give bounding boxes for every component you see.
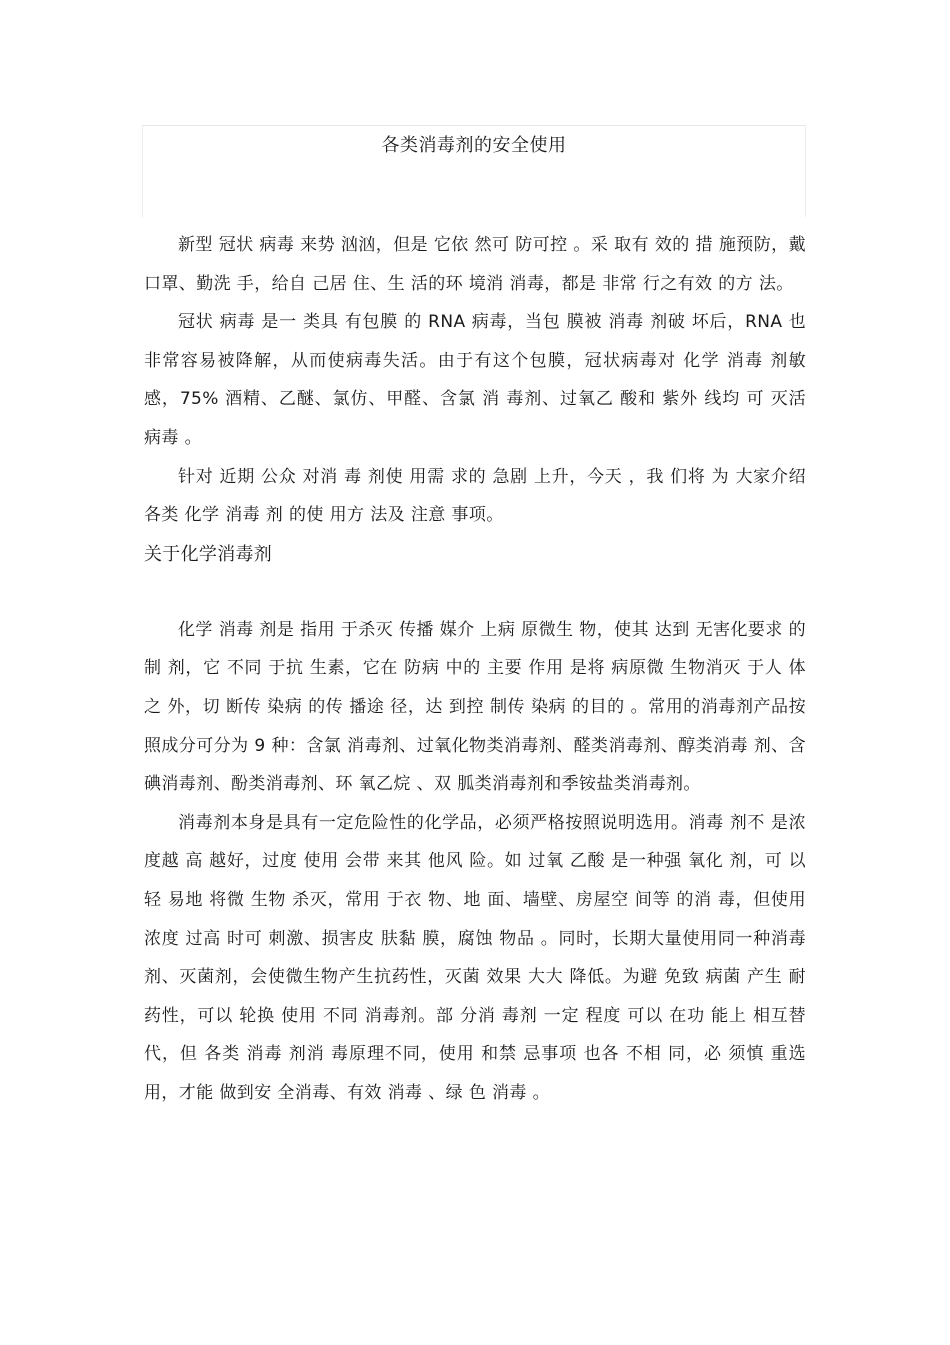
paragraph-coronavirus: 冠状 病毒 是一 类具 有包膜 的 RNA 病毒，当包 膜被 消毒 剂破 坏后，RNA 也非常容易被降解，从而使病毒失活。由于有这个包膜，冠状病毒对 化学 消毒 剂敏 感，75% 酒精、乙醚、氯仿、甲醛、含氯 消 毒剂、过氧乙 酸和 紫外 线均 可 灭活 病毒 。 (144, 312, 806, 448)
title-box (142, 125, 806, 217)
document-title: 各类消毒剂的安全使用 (381, 135, 567, 156)
paragraph-definition: 化学 消毒 剂是 指用 于杀灭 传播 媒介 上病 原微生 物，使其 达到 无害化要求 的制 剂，它 不同 于抗 生素，它在 防病 中的 主要 作用 是将 病原微 生物消灭 于人 体之 外，切 断传 染病 的传 播途 径，达 到控 制传 染病 的目的 。常用的消毒剂产品按照成分可分为 9 种：含氯 消毒剂、过氧化物类消毒剂、醛类消毒剂、醇类消毒 剂、含 碘消毒剂、酚类消毒剂、环 氧乙烷 、双 胍类消毒剂和季铵盐类消毒剂。 (144, 619, 806, 795)
document-body (144, 226, 806, 1112)
paragraph-safety: 消毒剂本身是具有一定危险性的化学品，必须严格按照说明选用。消毒 剂不 是浓 度越 高 越好，过度 使用 会带 来其 他风 险。如 过氧 乙酸 是一种强 氧化 剂，可 以轻 易地 将微 生物 杀灭，常用 于衣 物、地 面、墙壁、房屋空 间等 的消 毒，但使用 浓度 过高 时可 刺激、损害皮 肤黏 膜，腐蚀 物品 。同时，长期大量使用同一种消毒剂、灭菌剂，会使微生物产生抗药性，灭菌 效果 大大 降低。为避 免致 病菌 产生 耐药性，可以 轮换 使用 不同 消毒剂。部 分消 毒剂 一定 程度 可以 在功 能上 相互替 代，但 各类 消毒 剂消 毒原理不同，使用 和禁 忌事项 也各 不相 同，必 须慎 重选 用，才能 做到安 全消毒、有效 消毒 、绿 色 消毒 。 (144, 812, 806, 1103)
paragraph-intro: 新型 冠状 病毒 来势 汹汹，但是 它依 然可 防可控 。采 取有 效的 措 施预防，戴 口罩、勤洗 手，给自 己居 住、生 活的环 境消 消毒，都是 非常 行之有效 的方 法。 (144, 235, 806, 294)
section-heading: 关于化学消毒剂 (144, 543, 273, 565)
paragraph-purpose: 针对 近期 公众 对消 毒 剂使 用需 求的 急剧 上升，今天 ，我 们将 为 大家介绍 各类 化学 消毒 剂 的使 用方 法及 注意 事项。 (144, 466, 806, 526)
